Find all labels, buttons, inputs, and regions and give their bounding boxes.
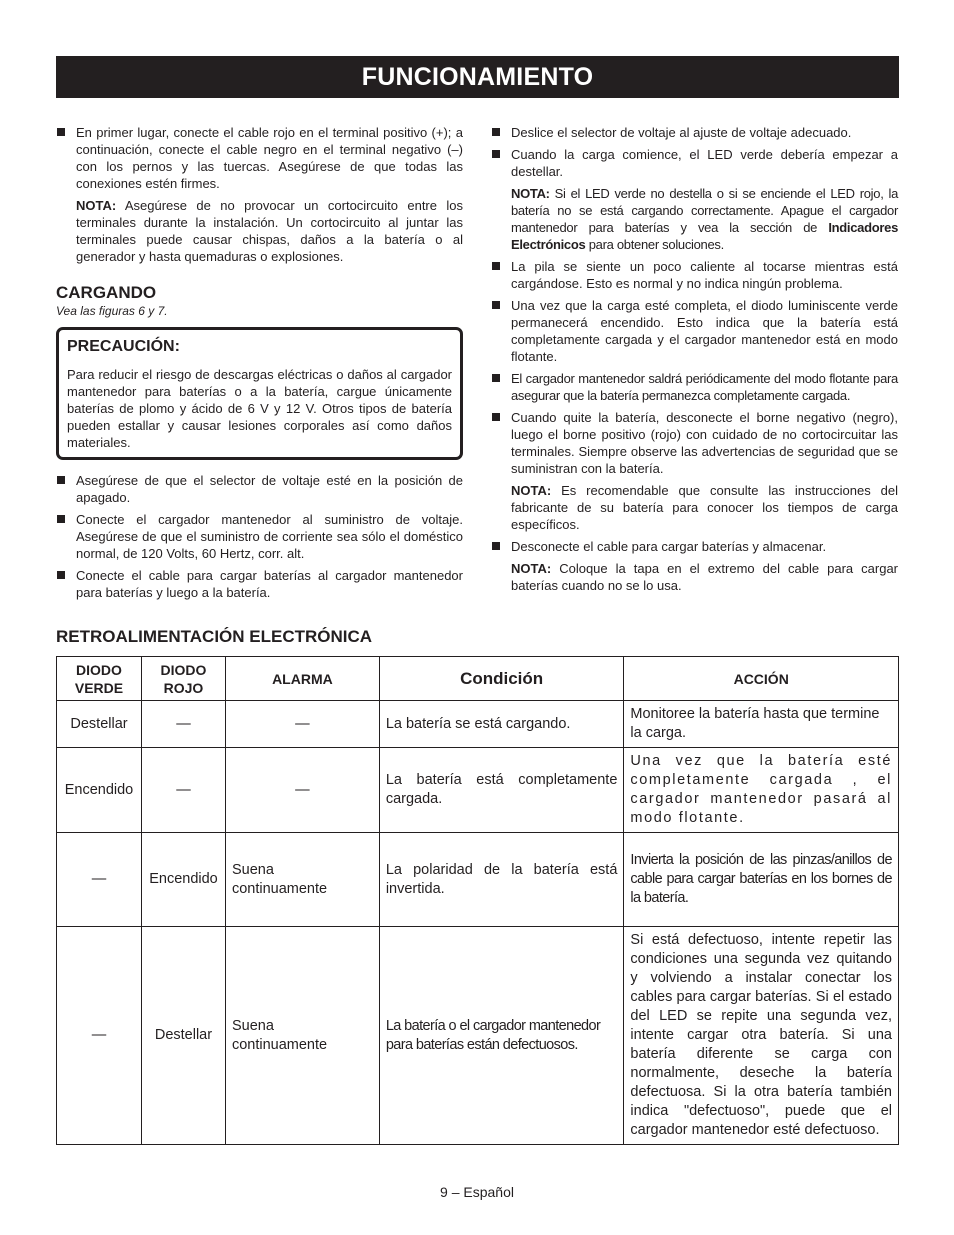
right-column [491, 124, 898, 599]
intro-list [56, 124, 463, 192]
action-text: Una vez que la batería esté completamente cargada , el cargador mantenedor pasará al modo flotante. [630, 753, 892, 826]
caution-box [56, 327, 463, 460]
steps-list-c [491, 538, 898, 555]
cell-green: Destellar [57, 701, 142, 748]
table-row [57, 748, 899, 833]
header-text: VERDE [74, 679, 124, 696]
list-item: El cargador mantenedor saldrá periódicamente del modo flotante para asegurar que la batería permanezca completamente cargada. [491, 370, 898, 404]
note-led [491, 185, 898, 253]
charging-heading: CARGANDO [56, 283, 157, 302]
list-item: La pila se siente un poco caliente al tocarse mientras está cargándose. Esto es normal y no indica ningún problema. [491, 258, 898, 292]
cell-condition: La batería se está cargando. [379, 701, 624, 748]
cell-alarm: Suena continuamente [225, 833, 379, 927]
table-header-row [57, 657, 899, 701]
list-item: Cuando quite la batería, desconecte el borne negativo (negro), luego el borne positivo (rojo) con cuidado de no cortocircuitar las terminales. Siempre observe las advertencias de seguridad que se suministran con la batería. [491, 409, 898, 477]
list-item: En primer lugar, conecte el cable rojo en el terminal positivo (+); a continuación, conecte el cable negro en el terminal negativo (–) con los pernos y las tuercas. Asegúrese de que todas las conexiones estén firmes. [56, 124, 463, 192]
steps-list-a [491, 124, 898, 180]
list-item: Una vez que la carga esté completa, el diodo luminiscente verde permanecerá encendido. Esto indica que la batería está completamente cargada y el cargador mantenedor está en modo flotante. [491, 297, 898, 365]
note-text: Coloque la tapa en el extremo del cable para cargar baterías cuando no se lo usa. [511, 561, 898, 593]
table-row [57, 833, 899, 927]
intro-note [56, 197, 463, 265]
cell-green: — [57, 833, 142, 927]
header-condition: Condición [379, 657, 624, 701]
left-column [56, 124, 463, 606]
caution-text: Para reducir el riesgo de descargas eléctricas o daños al cargador mantenedor para baterías o a la batería, cargue únicamente baterías de plomo y ácido de 6 V y 12 V. Otros tipos de batería pueden estallar y causar lesiones corporales así como daños materiales. [67, 367, 452, 450]
cell-alarm: — [225, 748, 379, 833]
note-cap [491, 560, 898, 594]
header-alarm: ALARMA [225, 657, 379, 701]
cell-red: — [141, 701, 225, 748]
page-title: FUNCIONAMIENTO [56, 56, 899, 98]
cell-action: Monitoree la batería hasta que termine la carga. [624, 701, 899, 748]
list-item: Deslice el selector de voltaje al ajuste de voltaje adecuado. [491, 124, 898, 141]
note-section-ref: Indicadores Electrónicos [511, 220, 898, 252]
table-row [57, 927, 899, 1145]
cell-action: Si está defectuoso, intente repetir las condiciones una segunda vez quitando y volviendo a instalar conectar los cables para cargar baterías. Si el estado del LED se repite una segunda vez, intente cargar otra batería. Si una batería diferente se carga con normalmente, deseche la batería defectuosa. Si la otra batería también indica "defectuoso", puede que el cargador mantenedor esté defectuoso. [624, 927, 899, 1145]
list-item: Conecte el cargador mantenedor al suministro de voltaje. Asegúrese de que el suministro de corriente sea sólo el doméstico normal, de 120 Volts, 60 Hertz, corr. alt. [56, 511, 463, 562]
cell-condition: La batería o el cargador mantenedor para baterías están defectuosos. [379, 927, 624, 1145]
cell-green: Encendido [57, 748, 142, 833]
feedback-table [56, 656, 899, 1145]
header-green-led [57, 657, 142, 701]
note-label: NOTA: [76, 198, 117, 213]
header-action: ACCIÓN [624, 657, 899, 701]
header-text: DIODO [76, 661, 122, 678]
header-text: DIODO [160, 661, 207, 678]
note-label: NOTA: [511, 561, 552, 576]
cell-alarm: Suena continuamente [225, 927, 379, 1145]
note-text: Si el LED verde no destella o si se enciende el LED rojo, la batería no se está cargando correctamente. Apague el cargador mantenedor para baterías y vea la sección de [511, 186, 898, 235]
cell-green: — [57, 927, 142, 1145]
cell-red: Destellar [141, 927, 225, 1145]
header-red-led [141, 657, 225, 701]
steps-list-b [491, 258, 898, 477]
list-item: Asegúrese de que el selector de voltaje esté en la posición de apagado. [56, 472, 463, 506]
header-text: ROJO [163, 679, 204, 696]
caution-title: PRECAUCIÓN: [67, 338, 180, 355]
cell-action [624, 748, 899, 833]
cell-action: Invierta la posición de las pinzas/anillos de cable para cargar baterías en los bornes de la batería. [624, 833, 899, 927]
cell-red: — [141, 748, 225, 833]
note-label: NOTA: [511, 483, 552, 498]
page-footer: 9 – Español [440, 1184, 514, 1200]
table-row [57, 701, 899, 748]
cell-condition: La polaridad de la batería está invertida. [379, 833, 624, 927]
cell-red: Encendido [141, 833, 225, 927]
feedback-heading: RETROALIMENTACIÓN ELECTRÓNICA [56, 627, 373, 646]
note-text: para obtener soluciones. [585, 237, 724, 252]
cell-condition: La batería está completamente cargada. [379, 748, 624, 833]
list-item: Conecte el cable para cargar baterías al cargador mantenedor para baterías y luego a la batería. [56, 567, 463, 601]
charging-steps-list [56, 472, 463, 601]
note-text: Es recomendable que consulte las instrucciones del fabricante de su batería para conocer los tiempos de carga específicos. [511, 483, 898, 532]
list-item: Desconecte el cable para cargar baterías y almacenar. [491, 538, 898, 555]
cell-alarm: — [225, 701, 379, 748]
note-text: Asegúrese de no provocar un cortocircuito entre los terminales durante la instalación. Un cortocircuito al juntar las terminales puede causar chispas, daños a la batería o al generador y hasta quemaduras o explosiones. [76, 198, 463, 264]
figure-reference: Vea las figuras 6 y 7. [56, 304, 168, 318]
list-item: Cuando la carga comience, el LED verde debería empezar a destellar. [491, 146, 898, 180]
note-label: NOTA: [511, 186, 550, 201]
note-charge-times [491, 482, 898, 533]
